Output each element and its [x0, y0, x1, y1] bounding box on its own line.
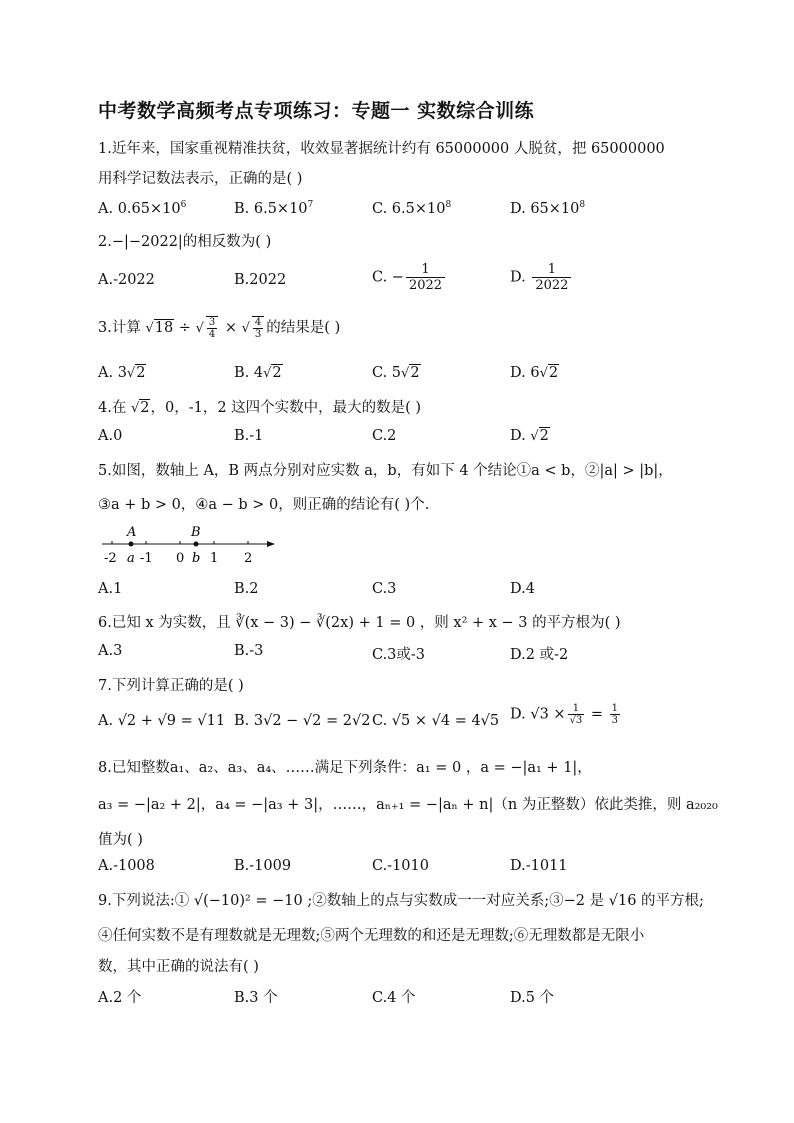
q7-option-b: B. 3√2 − √2 = 2√2: [234, 713, 371, 729]
q8-stem-line2: a₃ = −|a₂ + 2|，a₄ = −|a₃ + 3|，……，aₙ₊₁ = −|aₙ + n|（n 为正整数）依此类推，则 a₂₀₂₀: [98, 797, 718, 813]
q8-option-d: D.-1011: [510, 858, 568, 874]
q4-option-a: A.0: [98, 428, 123, 444]
q4-option-d: D. √2: [510, 428, 549, 444]
q1-option-a: A. $0.65\times 10^6$: [98, 200, 187, 217]
q6-option-c: C.3或-3: [372, 647, 426, 663]
label-A: A: [127, 525, 137, 540]
q8-stem-line1: 8.已知整数a₁、a₂、a₃、a₄、……满足下列条件：a₁ = 0 ，a = −|a₁ + 1|，: [98, 760, 592, 776]
q4-stem: 4.在 √2，0，-1，2 这四个实数中，最大的数是( ): [98, 400, 422, 416]
q9-stem-line3: 数，其中正确的说法有( ): [98, 959, 259, 975]
q3-option-a: A. 3√2: [98, 365, 146, 381]
q9-option-a: A.2 个: [98, 990, 142, 1006]
q1-stem-line2: 用科学记数法表示，正确的是( ): [98, 171, 303, 187]
q9-stem-line2: ④任何实数不是有理数就是无理数;⑤两个无理数的和还是无理数;⑥无理数都是无限小: [98, 928, 645, 944]
q7-stem: 7.下列计算正确的是( ): [98, 678, 244, 694]
q7-option-a: A. √2 + √9 = √11: [98, 713, 226, 729]
q8-stem-line3: 值为( ): [98, 832, 143, 848]
q2-option-d: D. $\frac{1}{2022}$: [510, 262, 573, 293]
q6-option-a: A.3: [98, 643, 123, 659]
label-B: B: [191, 525, 201, 540]
q5-option-b: B.2: [234, 581, 259, 597]
q5-option-c: C.3: [372, 581, 397, 597]
q8-option-a: A.-1008: [98, 858, 155, 874]
point-a: [129, 542, 134, 547]
q9-option-c: C.4 个: [372, 990, 416, 1006]
q2-option-c: C. − $\frac{1}{2022}$: [372, 262, 447, 293]
q2-stem: 2.−|−2022|的相反数为( ): [98, 234, 272, 250]
q4-option-b: B.-1: [234, 428, 264, 444]
page-title: 中考数学高频考点专项练习：专题一 实数综合训练: [98, 100, 535, 122]
q1-stem-line1: 1.近年来，国家重视精准扶贫，收效显著据统计约有 65000000 人脱贫，把 65000000: [98, 141, 665, 157]
q1-option-d: D. $65\times 10^8$: [510, 200, 586, 217]
tick-label: -1: [140, 551, 153, 566]
q9-option-b: B.3 个: [234, 990, 278, 1006]
q5-stem-line2: ③a + b > 0，④a − b > 0，则正确的结论有( )个.: [98, 497, 430, 513]
q7-option-d: D. √3 × $\frac{1}{√3}$ = $\frac{1}{3}$: [510, 703, 619, 726]
q2-option-b: B.2022: [234, 272, 287, 288]
q6-option-b: B.-3: [234, 643, 264, 659]
q2-option-a: A.-2022: [98, 272, 155, 288]
point-b: [194, 542, 199, 547]
q5-option-a: A.1: [98, 581, 123, 597]
q3-option-d: D. 6√2: [510, 365, 559, 381]
q5-option-d: D.4: [510, 581, 535, 597]
tick-label: -2: [104, 551, 117, 566]
q3-option-c: C. 5√2: [372, 365, 420, 381]
number-line-figure: [100, 522, 280, 570]
tick-label: 2: [244, 551, 253, 566]
q8-option-c: C.-1010: [372, 858, 429, 874]
q6-stem: 6.已知 x 为实数，且 ∛(x − 3) − ∛(2x) + 1 = 0 ，则 x² + x − 3 的平方根为( ): [98, 615, 621, 631]
q9-option-d: D.5 个: [510, 990, 555, 1006]
tick-label: 1: [210, 551, 219, 566]
q5-stem-line1: 5.如图，数轴上 A，B 两点分别对应实数 a，b，有如下 4 个结论①a < b，②|a| > |b|，: [98, 463, 673, 479]
q1-option-c: C. $6.5\times 10^8$: [372, 200, 452, 217]
tick-label: a: [127, 551, 135, 566]
q8-option-b: B.-1009: [234, 858, 292, 874]
q9-stem-line1: 9.下列说法:① √(−10)² = −10 ;②数轴上的点与实数成一一对应关系;③−2 是 √16 的平方根;: [98, 893, 704, 909]
q1-option-b: B. $6.5\times 10^7$: [234, 200, 314, 217]
number-line-arrow: [267, 541, 275, 547]
q4-option-c: C.2: [372, 428, 397, 444]
q6-option-d: D.2 或-2: [510, 647, 569, 663]
tick-label: b: [192, 551, 201, 566]
q7-option-c: C. √5 × √4 = 4√5: [372, 713, 500, 729]
tick-label: 0: [176, 551, 185, 566]
q3-stem: 3.计算 √18 ÷ √ $\frac{3}{4}$ × √ $\frac{4}{3}$ 的结果是( ): [98, 317, 341, 340]
q3-option-b: B. 4√2: [234, 365, 282, 381]
